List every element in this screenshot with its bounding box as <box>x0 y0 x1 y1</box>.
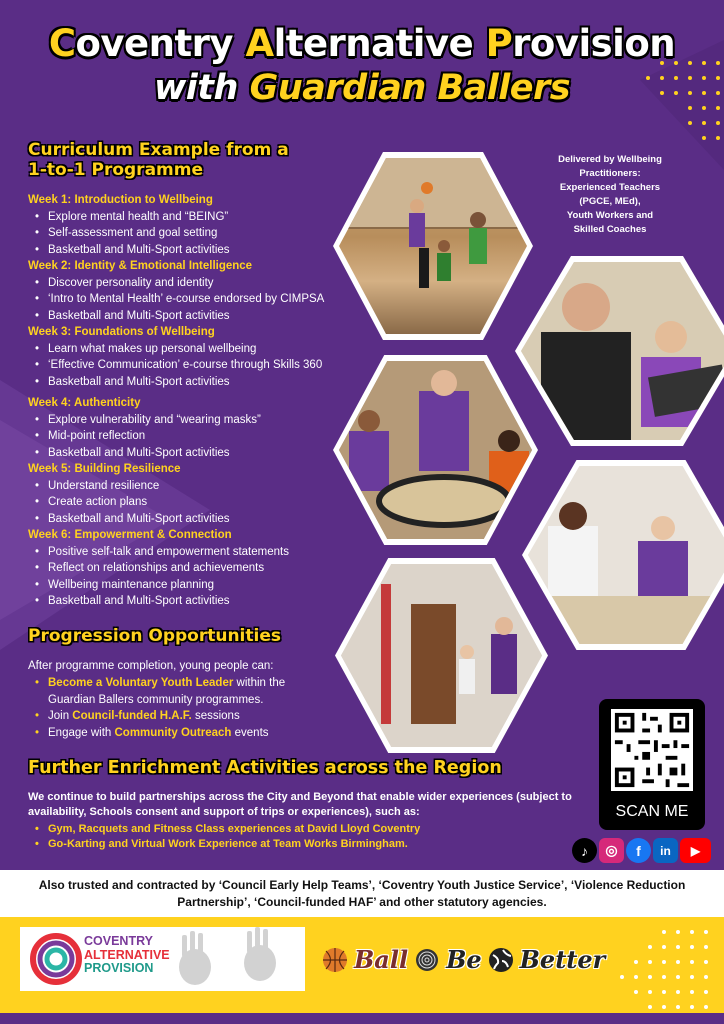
week-title: Week 5: Building Resilience <box>28 463 181 475</box>
facebook-icon[interactable]: f <box>626 838 651 863</box>
enrichment-text: We continue to build partnerships across the City and Beyond that enable wider experiences (subject to availability, Schools consent and support of trips or experiences), such as: <box>28 791 572 818</box>
title-fragment: A <box>245 22 274 65</box>
list-item: • Basketball and Multi-Sport activities <box>32 445 261 461</box>
list-item: • Basketball and Multi-Sport activities <box>32 511 230 527</box>
week-items <box>32 209 230 258</box>
logo-line: ALTERNATIVE <box>84 947 170 962</box>
list-item: • Go-Karting and Virtual Work Experience at Team Works Birmingham. <box>32 837 420 852</box>
list-item: • Create action plans <box>32 494 230 510</box>
week-title: Week 3: Foundations of Wellbeing <box>28 326 215 338</box>
title-fragment: P <box>485 22 513 65</box>
list-item: • Gym, Racquets and Fitness Class experiences at David Lloyd Coventry <box>32 822 420 837</box>
list-item: • Discover personality and identity <box>32 275 324 291</box>
enrichment-heading: Further Enrichment Activities across the Region <box>28 758 502 778</box>
list-item: • Mid-point reflection <box>32 428 261 444</box>
progression-intro: After programme completion, young people can: <box>28 660 274 672</box>
instagram-icon[interactable]: ◎ <box>599 838 624 863</box>
delivered-line: Skilled Coaches <box>573 224 647 235</box>
linkedin-icon[interactable]: in <box>653 838 678 863</box>
title-line-1 <box>0 22 724 66</box>
logo-line: PROVISION <box>84 961 154 975</box>
item-text: events <box>231 726 269 739</box>
youtube-icon[interactable]: ▶ <box>680 838 711 863</box>
curriculum-heading-line: Curriculum Example from a <box>28 140 289 160</box>
list-item: • Wellbeing maintenance planning <box>32 577 289 593</box>
social-links <box>572 838 711 863</box>
coach-child-illustration <box>341 564 542 747</box>
title-highlight: Guardian Ballers <box>249 68 571 108</box>
enrichment-list <box>32 822 420 852</box>
week-items <box>32 275 324 324</box>
list-item: • Reflect on relationships and achievements <box>32 560 289 576</box>
trusted-by-banner <box>0 870 724 917</box>
delivered-line: Practitioners: <box>579 168 641 179</box>
list-item: • ‘Effective Communication’ e-course through Skills 360 <box>32 357 322 373</box>
item-text: Guardian Ballers community programmes. <box>48 693 264 706</box>
list-item <box>32 675 285 708</box>
week-items <box>32 478 230 527</box>
list-item: • Learn what makes up personal wellbeing <box>32 341 322 357</box>
item-text: Engage with <box>48 726 115 739</box>
tagline-word: Better <box>519 945 606 974</box>
progression-list <box>32 675 285 741</box>
title-fragment: rovision <box>512 22 676 65</box>
list-item: • Basketball and Multi-Sport activities <box>32 242 230 258</box>
delivered-line: Experienced Teachers <box>559 182 661 193</box>
globe-icon <box>488 947 514 973</box>
basketball-players-illustration <box>339 158 527 334</box>
logo-rings-icon <box>26 929 86 989</box>
qr-code <box>611 709 693 791</box>
list-item: • ‘Intro to Mental Health’ e-course endorsed by CIMPSA <box>32 291 324 307</box>
tagline-word: Ball <box>354 945 409 974</box>
highlight-text: Council-funded H.A.F. <box>72 710 192 722</box>
item-text: sessions <box>191 710 240 722</box>
tiktok-icon[interactable]: ♪ <box>572 838 597 863</box>
ball-be-better-tagline <box>322 945 605 974</box>
qr-pattern <box>611 709 693 791</box>
qr-code-card[interactable] <box>599 699 705 830</box>
basketball-icon <box>322 947 348 973</box>
week-items <box>32 412 261 461</box>
fingerprint-icon <box>414 947 440 973</box>
list-item <box>32 708 285 725</box>
item-text: within the <box>233 677 286 689</box>
coventry-alternative-provision-logo <box>20 927 305 991</box>
title-fragment: C <box>48 22 76 65</box>
delivered-line: (PGCE, MEd), <box>579 196 641 207</box>
list-item: • Explore mental health and “BEING” <box>32 209 230 225</box>
list-item: • Understand resilience <box>32 478 230 494</box>
curriculum-heading <box>28 140 348 180</box>
title-line-2 <box>0 66 724 110</box>
delivered-by-note <box>540 153 680 237</box>
list-item: • Explore vulnerability and “wearing masks” <box>32 412 261 428</box>
page-title <box>0 22 724 110</box>
scan-me-label: SCAN ME <box>615 803 689 820</box>
logo-line: COVENTRY <box>84 934 153 948</box>
highlight-text: Community Outreach <box>114 726 232 739</box>
title-fragment: with <box>153 68 250 108</box>
week-title: Week 6: Empowerment & Connection <box>28 529 232 541</box>
week-items <box>32 544 289 610</box>
title-fragment: lternative <box>273 22 486 65</box>
footer <box>0 917 724 1024</box>
item-text: Join <box>48 710 73 722</box>
group-board-game-illustration <box>339 361 532 539</box>
delivered-line: Delivered by Wellbeing <box>558 154 662 165</box>
list-item: • Basketball and Multi-Sport activities <box>32 593 289 609</box>
handprints-decoration <box>155 927 305 991</box>
list-item: • Self-assessment and goal setting <box>32 225 230 241</box>
title-fragment: oventry <box>75 22 246 65</box>
list-item <box>32 725 285 742</box>
list-item: • Basketball and Multi-Sport activities <box>32 374 322 390</box>
week-title: Week 2: Identity & Emotional Intelligence <box>28 260 253 272</box>
highlight-text: Become a Voluntary Youth Leader <box>48 677 234 689</box>
tagline-word: Be <box>446 945 482 974</box>
week-title: Week 4: Authenticity <box>28 397 141 409</box>
trusted-by-text: Also trusted and contracted by ‘Council Early Help Teams’, ‘Coventry Youth Justice Service’, ‘Violence Reduction Partnership’, ‘Council-funded HAF’ and other statutory agencies. <box>38 878 686 909</box>
list-item: • Positive self-talk and empowerment statements <box>32 544 289 560</box>
curriculum-heading-line: 1-to-1 Programme <box>28 160 203 180</box>
week-title: Week 1: Introduction to Wellbeing <box>28 194 213 206</box>
week-items <box>32 341 322 390</box>
delivered-line: Youth Workers and <box>566 210 654 221</box>
progression-heading: Progression Opportunities <box>28 626 281 646</box>
list-item: • Basketball and Multi-Sport activities <box>32 308 324 324</box>
